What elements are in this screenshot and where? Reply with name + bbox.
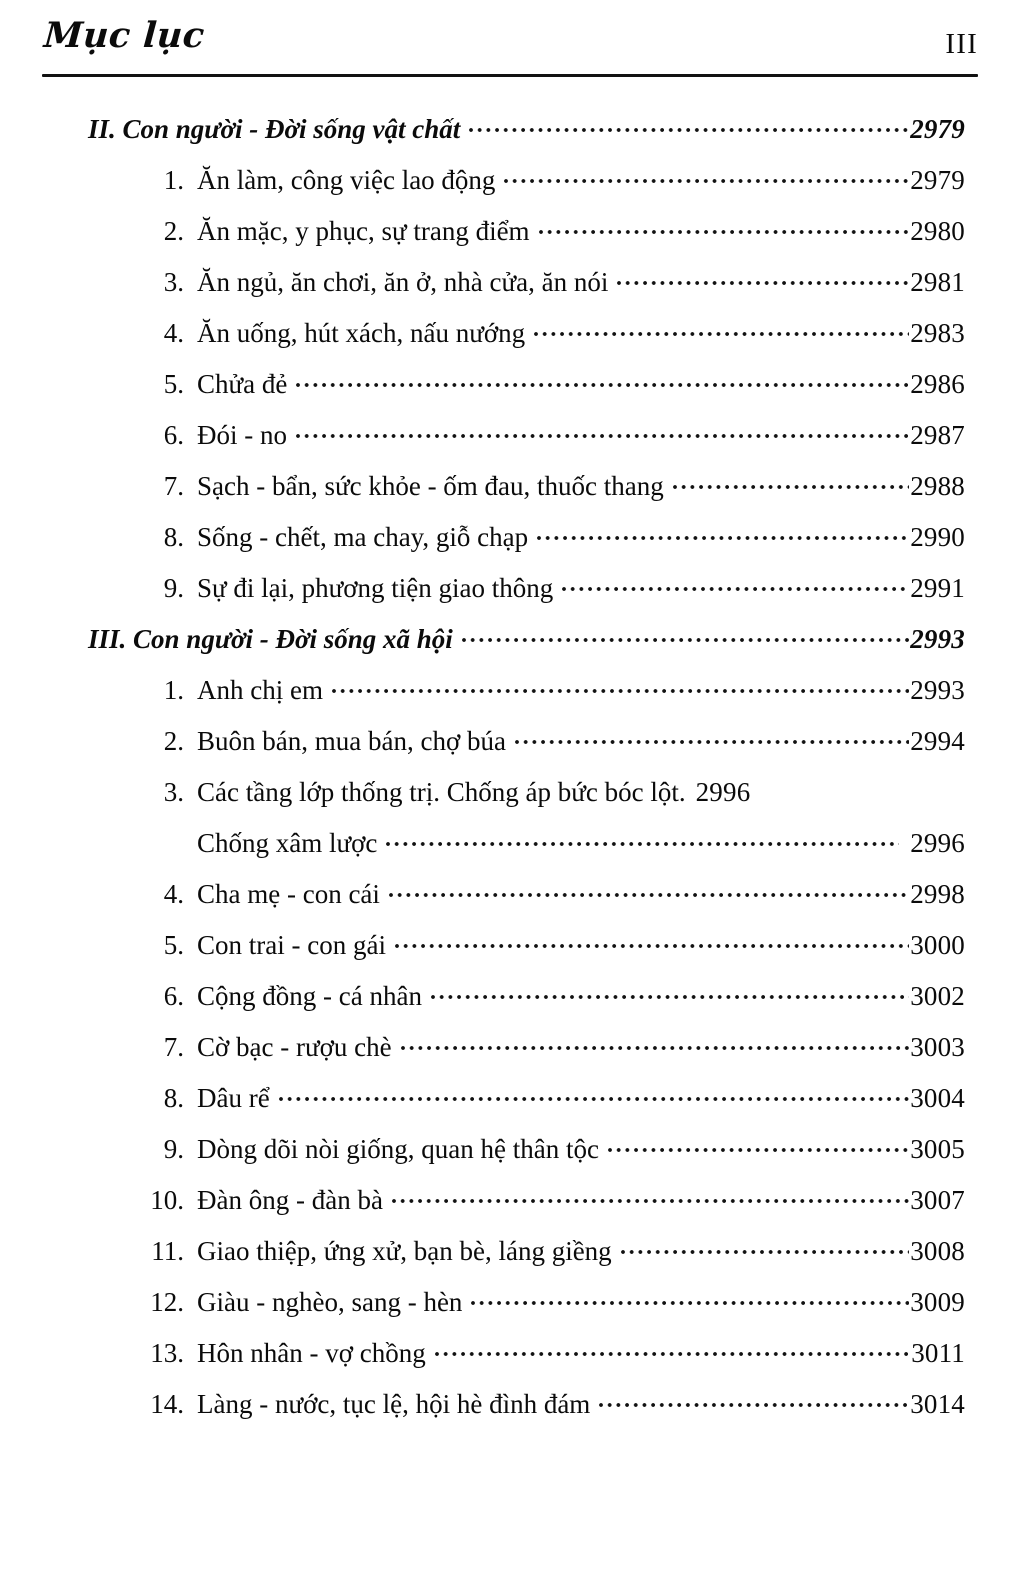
toc-entry-label: Đàn ông - đàn bà [197,1185,383,1215]
toc-entry[interactable] [140,512,965,563]
toc-entry-number: 5. [163,930,184,960]
toc-entry-number: 8. [163,522,184,552]
toc-page-number: 3003 [910,1032,965,1062]
toc-page-number: 3000 [910,930,965,960]
toc-entry-number: 6. [163,981,184,1011]
page-title: Mục lục [42,15,206,56]
toc-entry-label: Con trai - con gái [197,930,386,960]
dot-leader [621,1233,910,1260]
toc-entry-number: 5. [163,369,184,399]
toc-entry-label: Dâu rể [197,1083,270,1113]
toc-entry-number: 9. [163,1134,184,1164]
toc-entry-number: 13. [150,1338,184,1368]
dot-leader [617,264,909,291]
toc-entry[interactable] [140,1022,965,1073]
toc-page-number: 2993 [910,675,965,705]
toc-entry-number: 9. [163,573,184,603]
dot-leader [401,1029,910,1056]
dot-leader [386,825,899,852]
toc-entry[interactable] [140,155,965,206]
toc-page-number: 3004 [910,1083,965,1113]
dot-leader [435,1335,910,1362]
dot-leader [608,1131,909,1158]
toc-entry[interactable] [140,1379,965,1430]
toc-entry-number: 14. [150,1389,184,1419]
running-head [40,14,978,76]
toc-entry[interactable] [140,716,965,767]
toc-entry-label-line2: Chống xâm lược [197,828,378,858]
toc-entry-number: 2. [163,726,184,756]
toc-page-number: 2980 [910,216,965,246]
toc-entry-number: 4. [163,879,184,909]
toc-entry-number: 3. [163,267,184,297]
dot-leader [395,927,909,954]
dot-leader [296,366,909,393]
toc-entry-label: Làng - nước, tục lệ, hội hè đình đám [197,1389,591,1419]
toc-page-number: 3005 [910,1134,965,1164]
toc-page-number: 2987 [910,420,965,450]
toc-entry-number: 1. [163,165,184,195]
toc-page-number: 2998 [910,879,965,909]
toc-entry[interactable] [140,461,965,512]
header-divider [42,74,978,77]
toc-page-number: 2988 [910,471,965,501]
toc-entry[interactable] [140,410,965,461]
toc-entry[interactable] [140,359,965,410]
toc-page-number: 3008 [910,1236,965,1266]
toc-entry-number: 6. [163,420,184,450]
toc-page-number: 2979 [910,165,965,195]
toc-entry-label: Ăn mặc, y phục, sự trang điểm [197,216,530,246]
toc-page-number: 3007 [910,1185,965,1215]
toc-entry-label: Cộng đồng - cá nhân [197,981,422,1011]
toc-entry-number: 2. [163,216,184,246]
toc-entry[interactable] [140,206,965,257]
toc-entry[interactable] [140,869,965,920]
toc-page-number: 2994 [910,726,965,756]
dot-leader [562,570,909,597]
dot-leader [389,876,909,903]
toc-entry-number: 1. [163,675,184,705]
toc-section-heading[interactable] [88,104,965,155]
dot-leader [673,468,909,495]
toc-page-number: 2996 [910,828,965,858]
toc-entry[interactable] [140,1073,965,1124]
dot-leader [537,519,909,546]
toc-entry[interactable] [140,767,965,818]
toc-entry-label: Các tầng lớp thống trị. Chống áp bức bóc lột. [197,777,686,807]
toc-page-number: 3011 [911,1338,965,1368]
dot-leader [431,978,909,1005]
toc-entry-label: Ăn làm, công việc lao động [197,165,496,195]
toc-page-number: 2986 [910,369,965,399]
toc-page-number: 2983 [910,318,965,348]
toc-entry-label: Sống - chết, ma chay, giỗ chạp [197,522,529,552]
toc-entry-label: Đói - no [197,420,287,450]
toc-entry[interactable] [140,1124,965,1175]
toc-entry-number: 3. [163,777,184,807]
folio-number: III [945,28,978,60]
dot-leader [599,1386,909,1413]
dot-leader [539,213,910,240]
toc-page-number: 2981 [910,267,965,297]
toc-entry[interactable] [140,563,965,614]
toc-page-number: 2996 [695,777,751,807]
dot-leader [332,672,909,699]
dot-leader [462,621,909,648]
toc-entry[interactable] [140,308,965,359]
toc-entry-number: 11. [151,1236,184,1266]
toc-entry[interactable] [140,1328,965,1379]
toc-entry-number: 4. [163,318,184,348]
toc-entry-label: Ăn uống, hút xách, nấu nướng [197,318,526,348]
toc-entry-label: Buôn bán, mua bán, chợ búa [197,726,506,756]
toc-entry-number: 12. [150,1287,184,1317]
dot-leader [471,1284,909,1311]
table-of-contents [88,104,965,1430]
toc-entry[interactable] [140,1226,965,1277]
toc-entry-label: Anh chị em [197,675,323,705]
toc-entry-label: Sạch - bẩn, sức khỏe - ốm đau, thuốc thang [197,471,664,501]
toc-entry-continuation[interactable] [140,818,965,869]
toc-entry-label: Chửa đẻ [197,369,288,399]
toc-entry-number: 7. [163,1032,184,1062]
toc-entry-label: Ăn ngủ, ăn chơi, ăn ở, nhà cửa, ăn nói [197,267,609,297]
toc-page-number: 3009 [910,1287,965,1317]
toc-entry-number: 8. [163,1083,184,1113]
toc-entry-label: Giao thiệp, ứng xử, bạn bè, láng giềng [197,1236,612,1266]
toc-entry[interactable] [140,257,965,308]
toc-entry-label: Dòng dõi nòi giống, quan hệ thân tộc [197,1134,599,1164]
toc-entry-label: Sự đi lại, phương tiện giao thông [197,573,554,603]
toc-entry-label: Giàu - nghèo, sang - hèn [197,1287,463,1317]
dot-leader [392,1182,909,1209]
toc-section-title: III. Con người - Đời sống xã hội [88,624,453,654]
dot-leader [296,417,909,444]
toc-entry-number: 7. [163,471,184,501]
toc-page-number: 2991 [910,573,965,603]
dot-leader [504,162,909,189]
dot-leader [279,1080,909,1107]
toc-entry-label: Hôn nhân - vợ chồng [197,1338,426,1368]
toc-entry[interactable] [140,1175,965,1226]
dot-leader [534,315,909,342]
toc-section-heading[interactable] [88,614,965,665]
toc-entry[interactable] [140,665,965,716]
toc-section-title: II. Con người - Đời sống vật chất [88,114,461,144]
toc-page-number: 3002 [910,981,965,1011]
toc-entry-label: Cha mẹ - con cái [197,879,380,909]
toc-entry[interactable] [140,1277,965,1328]
dot-leader [469,111,909,138]
toc-page-number: 2979 [910,114,965,144]
toc-page-number: 2990 [910,522,965,552]
toc-entry-number: 10. [150,1185,184,1215]
toc-entry[interactable] [140,971,965,1022]
toc-page-number: 3014 [910,1389,965,1419]
toc-entry[interactable] [140,920,965,971]
dot-leader [515,723,909,750]
toc-entry-label: Cờ bạc - rượu chè [197,1032,392,1062]
toc-page-number: 2993 [910,624,965,654]
